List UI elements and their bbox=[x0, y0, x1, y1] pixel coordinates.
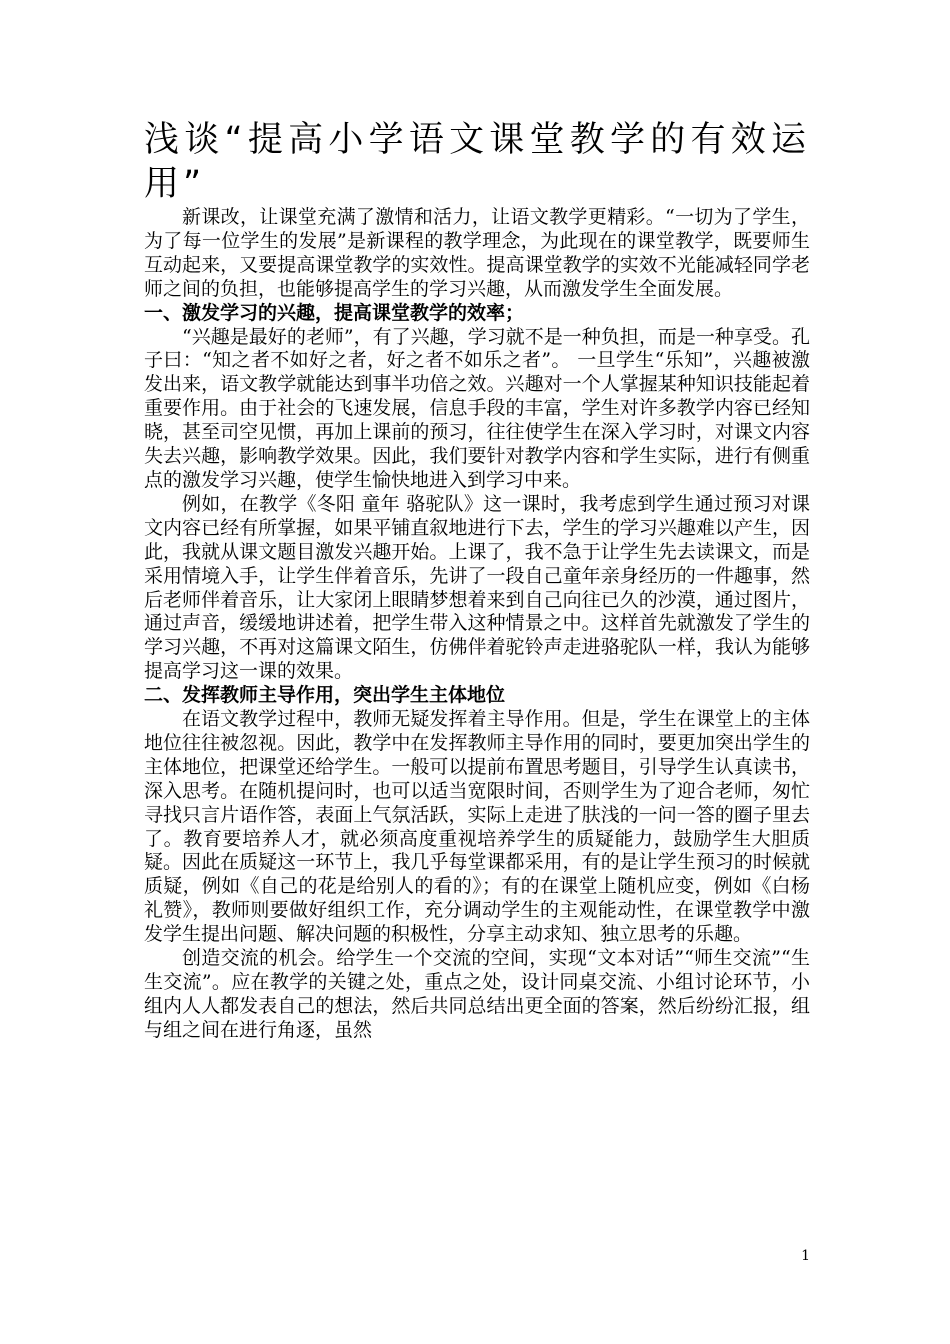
body-paragraph-intro: 新课改，让课堂充满了激情和活力，让语文教学更精彩。“一切为了学生，为了每一位学生的发展”是新课程的教学理念，为此现在的课堂教学，既要师生互动起来，又要提高课堂教学的实效性。提高课堂教学的实效不光能减轻同学老师之间的负担，也能够提高学生的学习兴趣，从而激发学生全面发展。 bbox=[144, 206, 810, 300]
body-paragraph-example: 例如，在教学《冬阳 童年 骆驼队》这一课时，我考虑到学生通过预习对课文内容已经有所掌握，如果平铺直叙地进行下去，学生的学习兴趣难以产生，因此，我就从课文题目激发兴趣开始。上课了，我不急于让学生先去读课文，而是采用情境入手，让学生伴着音乐，先讲了一段自己童年亲身经历的一件趣事，然后老师伴着音乐，让大家闭上眼睛梦想着来到自己向往已久的沙漠，通过图片，通过声音，缓缓地讲述着，把学生带入这种情景之中。这样首先就激发了学生的学习兴趣，不再对这篇课文陌生，仿佛伴着驼铃声走进骆驼队一样，我认为能够提高学习这一课的效果。 bbox=[144, 492, 810, 683]
section-heading-1: 一、激发学习的兴趣，提高课堂教学的效率； bbox=[144, 301, 525, 324]
document-title: 浅谈“提高小学语文课堂教学的有效运用” bbox=[144, 120, 810, 204]
page-number: 1 bbox=[801, 1248, 810, 1264]
section-heading-2: 二、发挥教师主导作用，突出学生主体地位 bbox=[144, 684, 506, 707]
document-page bbox=[144, 118, 810, 1043]
body-paragraph-interest: “兴趣是最好的老师”，有了兴趣，学习就不是一种负担，而是一种享受。孔子曰：“知之者不如好之者，好之者不如乐之者”。 一旦学生“乐知”，兴趣被激发出来，语文教学就能达到事半功倍之效。兴趣对一个人掌握某种知识技能起着重要作用。由于社会的飞速发展，信息手段的丰富，学生对许多教学内容已经知晓，甚至司空见惯，再加上课前的预习，往往使学生在深入学习时，对课文内容失去兴趣，影响教学效果。因此，我们要针对教学内容和学生实际，进行有侧重点的激发学习兴趣，使学生愉快地进入到学习中来。 bbox=[144, 325, 810, 491]
body-paragraph-teacher-role: 在语文教学过程中，教师无疑发挥着主导作用。但是，学生在课堂上的主体地位往往被忽视。因此，教学中在发挥教师主导作用的同时，要更加突出学生的主体地位，把课堂还给学生。一般可以提前布置思考题目，引导学生认真读书，深入思考。在随机提问时，也可以适当宽限时间，否则学生为了迎合老师，匆忙寻找只言片语作答，表面上气氛活跃，实际上走进了肤浅的一问一答的圈子里去了。教育要培养人才，就必须高度重视培养学生的质疑能力，鼓励学生大胆质疑。因此在质疑这一环节上，我几乎每堂课都采用，有的是让学生预习的时候就质疑，例如《自己的花是给别人的看的》；有的在课堂上随机应变，例如《白杨礼赞》，教师则要做好组织工作，充分调动学生的主观能动性，在课堂教学中激发学生提出问题、解决问题的积极性，分享主动求知、独立思考的乐趣。 bbox=[144, 708, 810, 946]
body-paragraph-communication: 创造交流的机会。给学生一个交流的空间，实现“文本对话”“师生交流”“生生交流”。应在教学的关键之处，重点之处，设计同桌交流、小组讨论环节，小组内人人都发表自己的想法，然后共同总结出更全面的答案，然后纷纷汇报，组与组之间在进行角逐，虽然 bbox=[144, 947, 810, 1041]
